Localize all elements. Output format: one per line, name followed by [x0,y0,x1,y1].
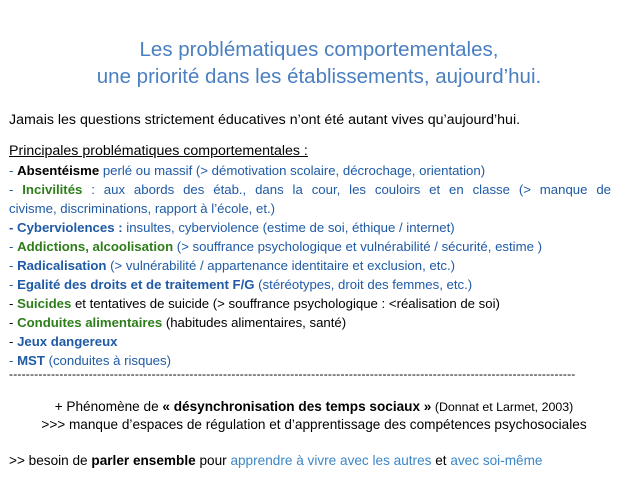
item-absenteisme [9,162,485,179]
item-dash: - [9,296,18,311]
item-dash: - [9,163,18,178]
item-label: Incivilités [22,182,83,197]
item-label: Conduites alimentaires [17,315,163,330]
item-label: Egalité des droits et de traitement F/G [17,277,255,292]
intro-text: Jamais les questions strictement éducatives n’ont été autant vives qu’aujourd’hui. [9,112,521,128]
item-text: (> souffrance psychologique et vulnérabilité / sécurité, estime ) [173,239,542,254]
besoin-prefix: >> besoin de [9,453,92,468]
besoin-blue-1: apprendre à vivre avec les autres [230,453,432,468]
title-line-1: Les problématiques comportementales, [139,38,499,61]
item-label: Absentéisme [17,163,100,178]
page-title [0,36,638,90]
item-text: (stéréotypes, droit des femmes, etc.) [254,277,473,292]
subtitle: Principales problématiques comportementales : [9,143,308,159]
item-text: : aux abords des étab., dans la cour, les couloirs et en classe (> manque de [82,182,611,197]
item-addictions [9,238,542,255]
item-dash: - [9,353,18,368]
item-text: (conduites à risques) [44,353,171,368]
item-dash: - [9,277,18,292]
besoin-blue-2: avec soi-même [450,453,543,468]
item-radicalisation [9,257,455,274]
item-text: perlé ou massif (> démotivation scolaire, décrochage, orientation) [99,163,486,178]
item-dash: - [9,239,18,254]
item-text: insultes, cyberviolence (estime de soi, éthique / internet) [122,220,455,235]
besoin-bold: parler ensemble [91,453,196,468]
item-text: (> vulnérabilité / appartenance identitaire et exclusion, etc.) [106,258,456,273]
item-text: (habitudes alimentaires, santé) [162,315,347,330]
besoin-mid: pour [195,453,231,468]
separator-line: --------------------------------------------------------------------------------------------------------------------------------------- [9,367,576,381]
item-dash: - [9,182,23,197]
phenomene-line [0,398,628,416]
item-egalite [9,276,472,293]
phenomene-prefix: + Phénomène de [54,399,163,414]
item-incivilites-cont: civisme, discriminations, rapport à l’école, et.) [9,201,276,216]
item-label: Addictions, alcoolisation [17,239,174,254]
item-label: MST [17,353,45,368]
item-dash: - [9,315,18,330]
item-jeux [9,333,117,350]
title-line-2: une priorité dans les établissements, aujourd’hui. [96,65,542,88]
item-conduites [9,314,346,331]
manque-line: >>> manque d’espaces de régulation et d’apprentissage des compétences psychosociales [41,417,587,432]
item-label: Jeux dangereux [17,334,118,349]
phenomene-ref: (Donnat et Larmet, 2003) [431,400,574,414]
item-incivilites [9,181,611,198]
item-text: et tentatives de suicide (> souffrance psychologique : <réalisation de soi) [71,296,500,311]
phenomene-bold: « désynchronisation des temps sociaux » [162,399,432,414]
item-label: - Cyberviolences : [9,220,123,235]
item-dash: - [9,258,18,273]
besoin-line [9,452,543,470]
item-suicides [9,295,500,312]
item-cyberviolences [9,219,455,236]
item-dash: - [9,334,18,349]
item-label: Suicides [17,296,72,311]
besoin-mid-2: et [431,453,451,468]
item-label: Radicalisation [17,258,107,273]
